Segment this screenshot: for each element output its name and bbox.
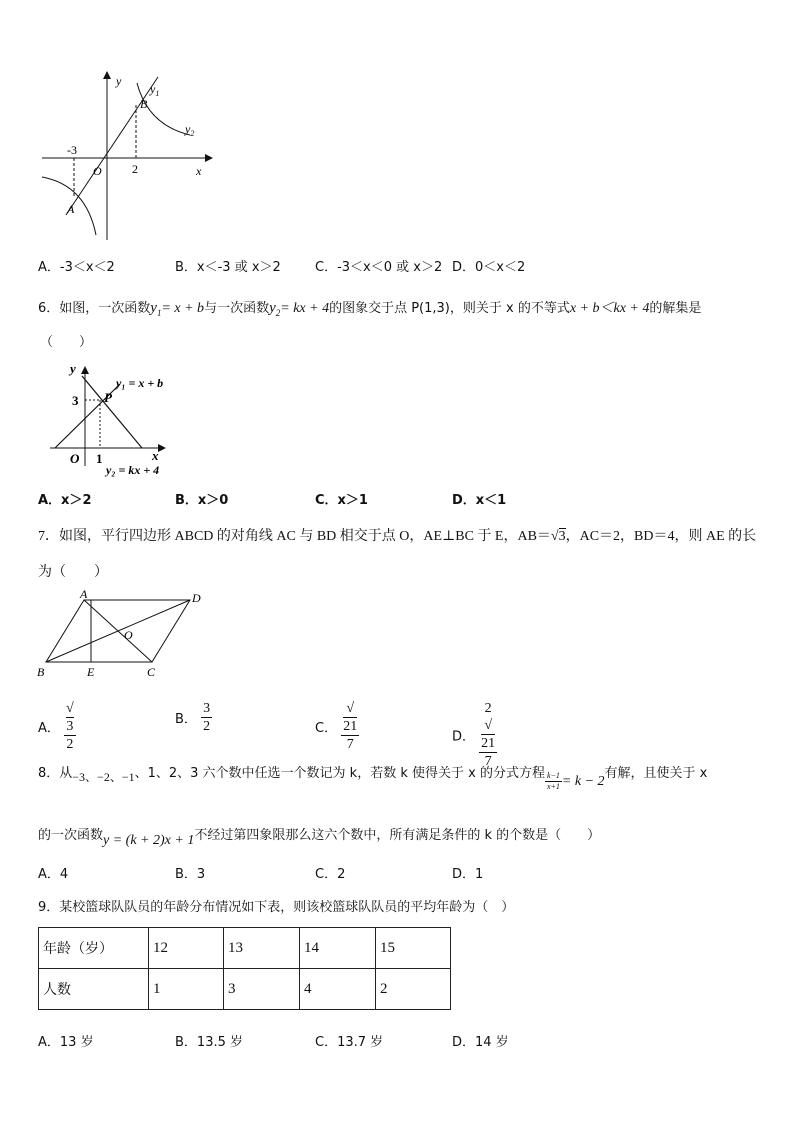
q5-label-neg3: -3 bbox=[67, 143, 77, 157]
q7-sqrt3-radicand: 3 bbox=[558, 529, 566, 544]
q6-eq2: = kx + 4 bbox=[280, 301, 330, 316]
q7-option-c-fraction: √ 21 7 bbox=[343, 701, 358, 752]
q7-option-c-den: 7 bbox=[346, 737, 354, 752]
q6-label-O: O bbox=[70, 451, 80, 466]
q6-label-x: x bbox=[152, 448, 159, 463]
q6-x-arrow bbox=[158, 444, 166, 452]
q7-option-c-letter: C． bbox=[315, 721, 338, 736]
q6-y-arrow bbox=[81, 366, 89, 374]
q7-option-d bbox=[452, 700, 497, 770]
q7-option-c-num: 21 bbox=[343, 719, 358, 734]
q7-label-C: C bbox=[147, 665, 156, 679]
q8-stem-line2 bbox=[38, 824, 601, 848]
q5-option-c: C．-3＜x＜0 或 x＞2 bbox=[315, 260, 443, 275]
q8-frac-num: k−1 bbox=[546, 771, 560, 780]
q5-option-d: D．0＜x＜2 bbox=[452, 260, 526, 275]
q6-eq1: = x + b bbox=[161, 301, 205, 316]
q7-option-a-fraction: √ 3 2 bbox=[66, 701, 74, 752]
table-cell: 1 bbox=[149, 969, 224, 1010]
q6-label-y: y bbox=[70, 361, 76, 376]
q6-inequality: x + b＜kx + 4 bbox=[569, 301, 650, 316]
q7-option-d-num: 21 bbox=[481, 736, 496, 751]
q7-option-b-fraction bbox=[201, 700, 212, 735]
q5-label-A: A bbox=[67, 202, 75, 216]
q8-option-c: C．2 bbox=[315, 867, 346, 882]
table-cell: 15 bbox=[376, 928, 451, 969]
q7-option-a-num: 3 bbox=[66, 719, 74, 734]
q7-stem-line1 bbox=[38, 525, 756, 545]
q7-label-D: D bbox=[192, 591, 201, 605]
q6-option-a: A．x＞2 bbox=[38, 493, 92, 508]
q6-text-a: 6．如图，一次函数 bbox=[38, 301, 151, 316]
q5-label-B: B bbox=[140, 97, 148, 111]
q9-option-b: B．13.5 岁 bbox=[175, 1035, 243, 1050]
q5-label-y: y bbox=[116, 74, 122, 88]
q7-text-a: 7．如图，平行四边形 ABCD 的对角线 AC 与 BD 相交于点 O，AE⊥BC 于 E，AB＝ bbox=[38, 529, 551, 544]
q6-label-eq1: y₁ = x + b bbox=[116, 376, 164, 390]
q6-label-1: 1 bbox=[96, 451, 103, 466]
table-cell: 人数 bbox=[39, 969, 149, 1010]
q6-label-3: 3 bbox=[72, 393, 79, 408]
q9-age-table bbox=[38, 927, 451, 1010]
q6-graph bbox=[40, 356, 210, 481]
q8-option-b: B．3 bbox=[175, 867, 206, 882]
table-row bbox=[39, 928, 451, 969]
q6-y2: y bbox=[269, 300, 276, 316]
q6-paren: （ ） bbox=[40, 335, 93, 350]
table-cell: 14 bbox=[300, 928, 376, 969]
q6-y1: y bbox=[150, 300, 157, 316]
q7-label-A: A bbox=[80, 588, 88, 601]
q8-option-d: D．1 bbox=[452, 867, 484, 882]
q6-label-P: P bbox=[104, 390, 112, 405]
q6-y2-sub: 2 bbox=[275, 308, 281, 318]
table-cell: 2 bbox=[376, 969, 451, 1010]
q7-sqrt3: √3 bbox=[550, 529, 566, 544]
table-row bbox=[39, 969, 451, 1010]
q7-text-b: ，AC＝2，BD＝4，则 AE 的长 bbox=[565, 529, 757, 544]
q9-option-c: C．13.7 岁 bbox=[315, 1035, 384, 1050]
q8-equation-rhs: = k − 2 bbox=[561, 774, 605, 789]
q7-option-d-coef: 2 bbox=[484, 701, 492, 716]
q7-option-b-den: 2 bbox=[203, 719, 211, 734]
table-cell: 12 bbox=[149, 928, 224, 969]
q6-option-d: D．x＜1 bbox=[452, 493, 507, 508]
q6-option-b: B．x＞0 bbox=[175, 493, 229, 508]
q5-label-y1: $y_1$ bbox=[150, 82, 160, 98]
q7-stem-line2: 为（ ） bbox=[38, 564, 108, 580]
q7-label-E: E bbox=[87, 665, 95, 679]
q5-option-b: B．x＜-3 或 x＞2 bbox=[175, 260, 281, 275]
q7-option-d-letter: D． bbox=[452, 729, 476, 745]
q8-function: y = (k + 2)x + 1 bbox=[103, 833, 195, 848]
q8-line2-b: 不经过第四象限那么这六个数中，所有满足条件的 k 的个数是（ ） bbox=[194, 828, 601, 843]
q5-label-x: x bbox=[196, 164, 202, 178]
table-cell: 13 bbox=[224, 928, 300, 969]
q8-stem-line1 bbox=[38, 762, 708, 791]
q6-y1-sub: 1 bbox=[156, 308, 162, 318]
q5-label-y2: $y_2$ bbox=[185, 122, 195, 138]
q7-option-b-letter: B． bbox=[175, 712, 197, 727]
q8-option-a: A．4 bbox=[38, 867, 69, 882]
q8-frac-den: x+1 bbox=[546, 782, 560, 791]
q6-text-c: 的图象交于点 P(1,3)，则关于 x 的不等式 bbox=[329, 301, 570, 316]
q7-label-O: O bbox=[124, 628, 133, 642]
q6-text-b: 与一次函数 bbox=[204, 301, 270, 316]
q5-label-O: O bbox=[93, 164, 102, 178]
q7-graph bbox=[34, 588, 214, 680]
q8-text-c: 有解，且使关于 x bbox=[604, 766, 708, 781]
q7-option-a bbox=[38, 700, 76, 753]
table-cell: 3 bbox=[224, 969, 300, 1010]
q9-option-d: D．14 岁 bbox=[452, 1035, 509, 1050]
q5-graph bbox=[30, 65, 220, 245]
q6-stem bbox=[38, 297, 701, 318]
q5-y-arrow bbox=[103, 71, 111, 79]
q7-option-b-num: 3 bbox=[203, 701, 211, 716]
table-cell: 年龄（岁） bbox=[39, 928, 149, 969]
q7-option-d-fraction: 2 √ 21 7 bbox=[481, 701, 496, 769]
table-cell: 4 bbox=[300, 969, 376, 1010]
q9-stem: 9．某校篮球队队员的年龄分布情况如下表，则该校篮球队队员的平均年龄为（ ） bbox=[38, 900, 515, 915]
q7-option-a-letter: A． bbox=[38, 721, 60, 736]
q8-text-a: 8．从 bbox=[38, 766, 73, 781]
q8-text-b: 、1、2、3 六个数中任选一个数记为 k，若数 k 使得关于 x 的分式方程 bbox=[134, 766, 545, 781]
q8-line2-a: 的一次函数 bbox=[38, 828, 104, 843]
q7-option-d-den: 7 bbox=[484, 754, 492, 769]
q7-option-a-den: 2 bbox=[66, 737, 74, 752]
q7-option-c bbox=[315, 700, 359, 753]
q9-option-a: A．13 岁 bbox=[38, 1035, 94, 1050]
q7-option-b bbox=[175, 700, 212, 735]
q6-text-d: 的解集是 bbox=[649, 301, 702, 316]
q6-option-c: C．x＞1 bbox=[315, 493, 368, 508]
q8-negative-numbers: −3、−2、−1 bbox=[72, 770, 135, 784]
q8-equation-fraction bbox=[545, 771, 562, 792]
q5-x-arrow bbox=[205, 154, 213, 162]
q7-diagonal-BD bbox=[46, 600, 190, 662]
q7-label-B: B bbox=[37, 665, 45, 679]
q6-label-eq2: y₂ = kx + 4 bbox=[106, 463, 160, 477]
q5-label-2: 2 bbox=[132, 162, 138, 176]
q5-option-a: A．-3＜x＜2 bbox=[38, 260, 115, 275]
